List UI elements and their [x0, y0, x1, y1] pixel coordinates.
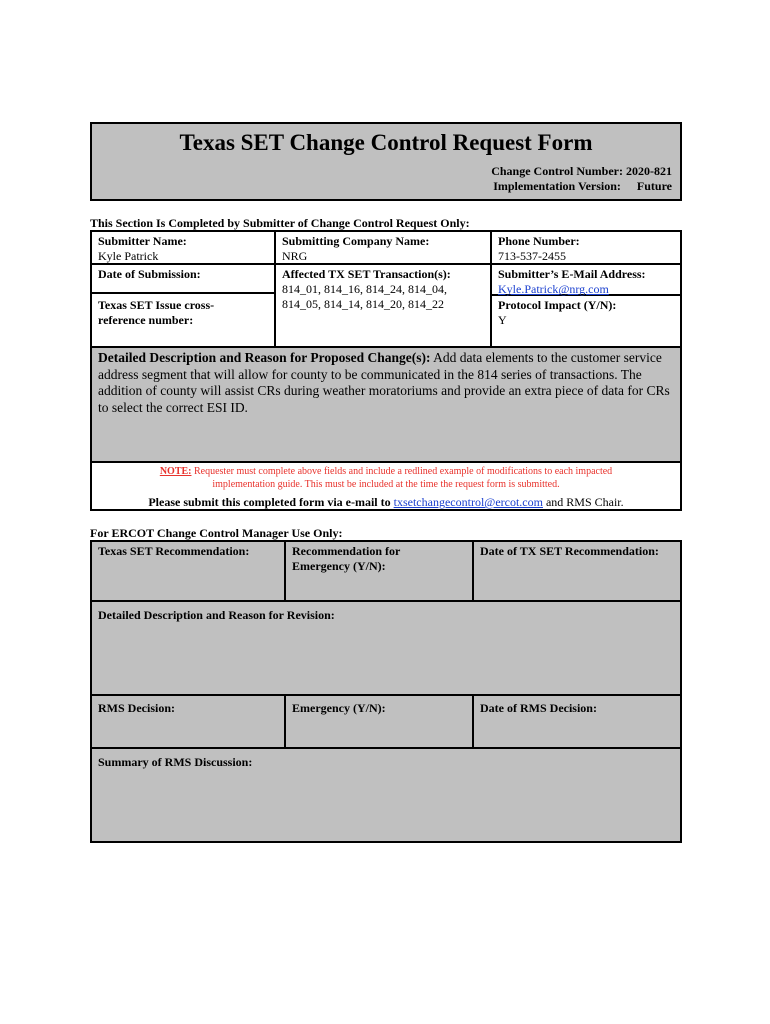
date-rms-decision-label: Date of RMS Decision: — [480, 701, 597, 715]
recommendation-row — [90, 540, 682, 602]
rms-summary-box — [90, 747, 682, 843]
protocol-impact-value: Y — [498, 313, 507, 327]
issue-xref-cell — [92, 296, 220, 330]
implementation-version-label: Implementation Version: — [493, 179, 621, 193]
submit-email-link[interactable]: txsetchangecontrol@ercot.com — [393, 495, 543, 509]
date-submission-cell — [92, 265, 207, 284]
description-text: Add data elements to the customer service address segment that will allow for county to be communicated in the 814 series of transactions. The addition of county will assist CRs during weather moratoriums and provide an extra piece of data for CRs to select the correct ESI ID. — [98, 350, 670, 415]
submitter-grid — [90, 230, 682, 348]
submitter-name-value: Kyle Patrick — [98, 249, 159, 263]
submitter-section-heading: This Section Is Completed by Submitter of Change Control Request Only: — [90, 216, 470, 230]
submit-text-after: and RMS Chair. — [545, 495, 624, 509]
revision-label: Detailed Description and Reason for Revision: — [98, 608, 335, 622]
phone-cell — [492, 232, 586, 266]
emergency-recommendation-line1: Recommendation for — [292, 544, 401, 558]
affected-transactions-line2: 814_05, 814_14, 814_20, 814_22 — [282, 297, 444, 311]
protocol-impact-cell — [492, 296, 622, 330]
description-content — [98, 350, 674, 416]
note-box — [90, 461, 682, 511]
implementation-version — [493, 179, 672, 194]
note-line2: implementation guide. This must be included at the time the request form is submitted. — [212, 479, 560, 490]
company-value: NRG — [282, 249, 308, 263]
phone-label: Phone Number: — [498, 234, 580, 248]
change-control-number: Change Control Number: 2020-821 — [491, 164, 672, 178]
form-header — [90, 122, 682, 201]
rms-decision-row — [90, 694, 682, 749]
emergency-label: Emergency (Y/N): — [292, 701, 386, 715]
form-title: Texas SET Change Control Request Form — [179, 130, 593, 155]
description-box — [90, 346, 682, 463]
company-cell — [276, 232, 435, 266]
emergency-recommendation-line2: Emergency (Y/N): — [292, 559, 386, 573]
ercot-section-heading: For ERCOT Change Control Manager Use Only: — [90, 526, 343, 540]
rms-decision-label: RMS Decision: — [98, 701, 175, 715]
submitter-email-link[interactable]: Kyle.Patrick@nrg.com — [498, 282, 609, 296]
note-line1 — [92, 465, 680, 478]
date-submission-label: Date of Submission: — [98, 267, 201, 281]
submitter-name-label: Submitter Name: — [98, 234, 187, 248]
submit-instructions — [92, 495, 680, 510]
phone-value: 713-537-2455 — [498, 249, 566, 263]
implementation-version-value: Future — [636, 179, 672, 193]
protocol-impact-label: Protocol Impact (Y/N): — [498, 298, 617, 312]
rms-summary-label: Summary of RMS Discussion: — [98, 755, 253, 769]
company-label: Submitting Company Name: — [282, 234, 430, 248]
email-label: Submitter’s E-Mail Address: — [498, 267, 646, 281]
emergency-recommendation-cell — [286, 542, 406, 576]
submit-text-before: Please submit this completed form via e-mail to — [148, 495, 391, 509]
submitter-name-cell — [92, 232, 193, 266]
note-label: NOTE: — [159, 466, 192, 477]
affected-transactions-line1: 814_01, 814_16, 814_24, 814_04, — [282, 282, 447, 296]
description-label: Detailed Description and Reason for Proposed Change(s): — [98, 350, 431, 365]
revision-box — [90, 600, 682, 696]
email-cell — [492, 265, 652, 299]
note-text-1: Requester must complete above fields and include a redlined example of modifications to each impacted — [193, 466, 613, 477]
tx-set-recommendation-label: Texas SET Recommendation: — [98, 544, 250, 558]
issue-xref-label-line1: Texas SET Issue cross- — [98, 298, 215, 312]
affected-transactions-cell — [276, 265, 457, 314]
date-recommendation-label: Date of TX SET Recommendation: — [480, 544, 659, 558]
issue-xref-label-line2: reference number: — [98, 313, 194, 327]
affected-transactions-label: Affected TX SET Transaction(s): — [282, 267, 451, 281]
